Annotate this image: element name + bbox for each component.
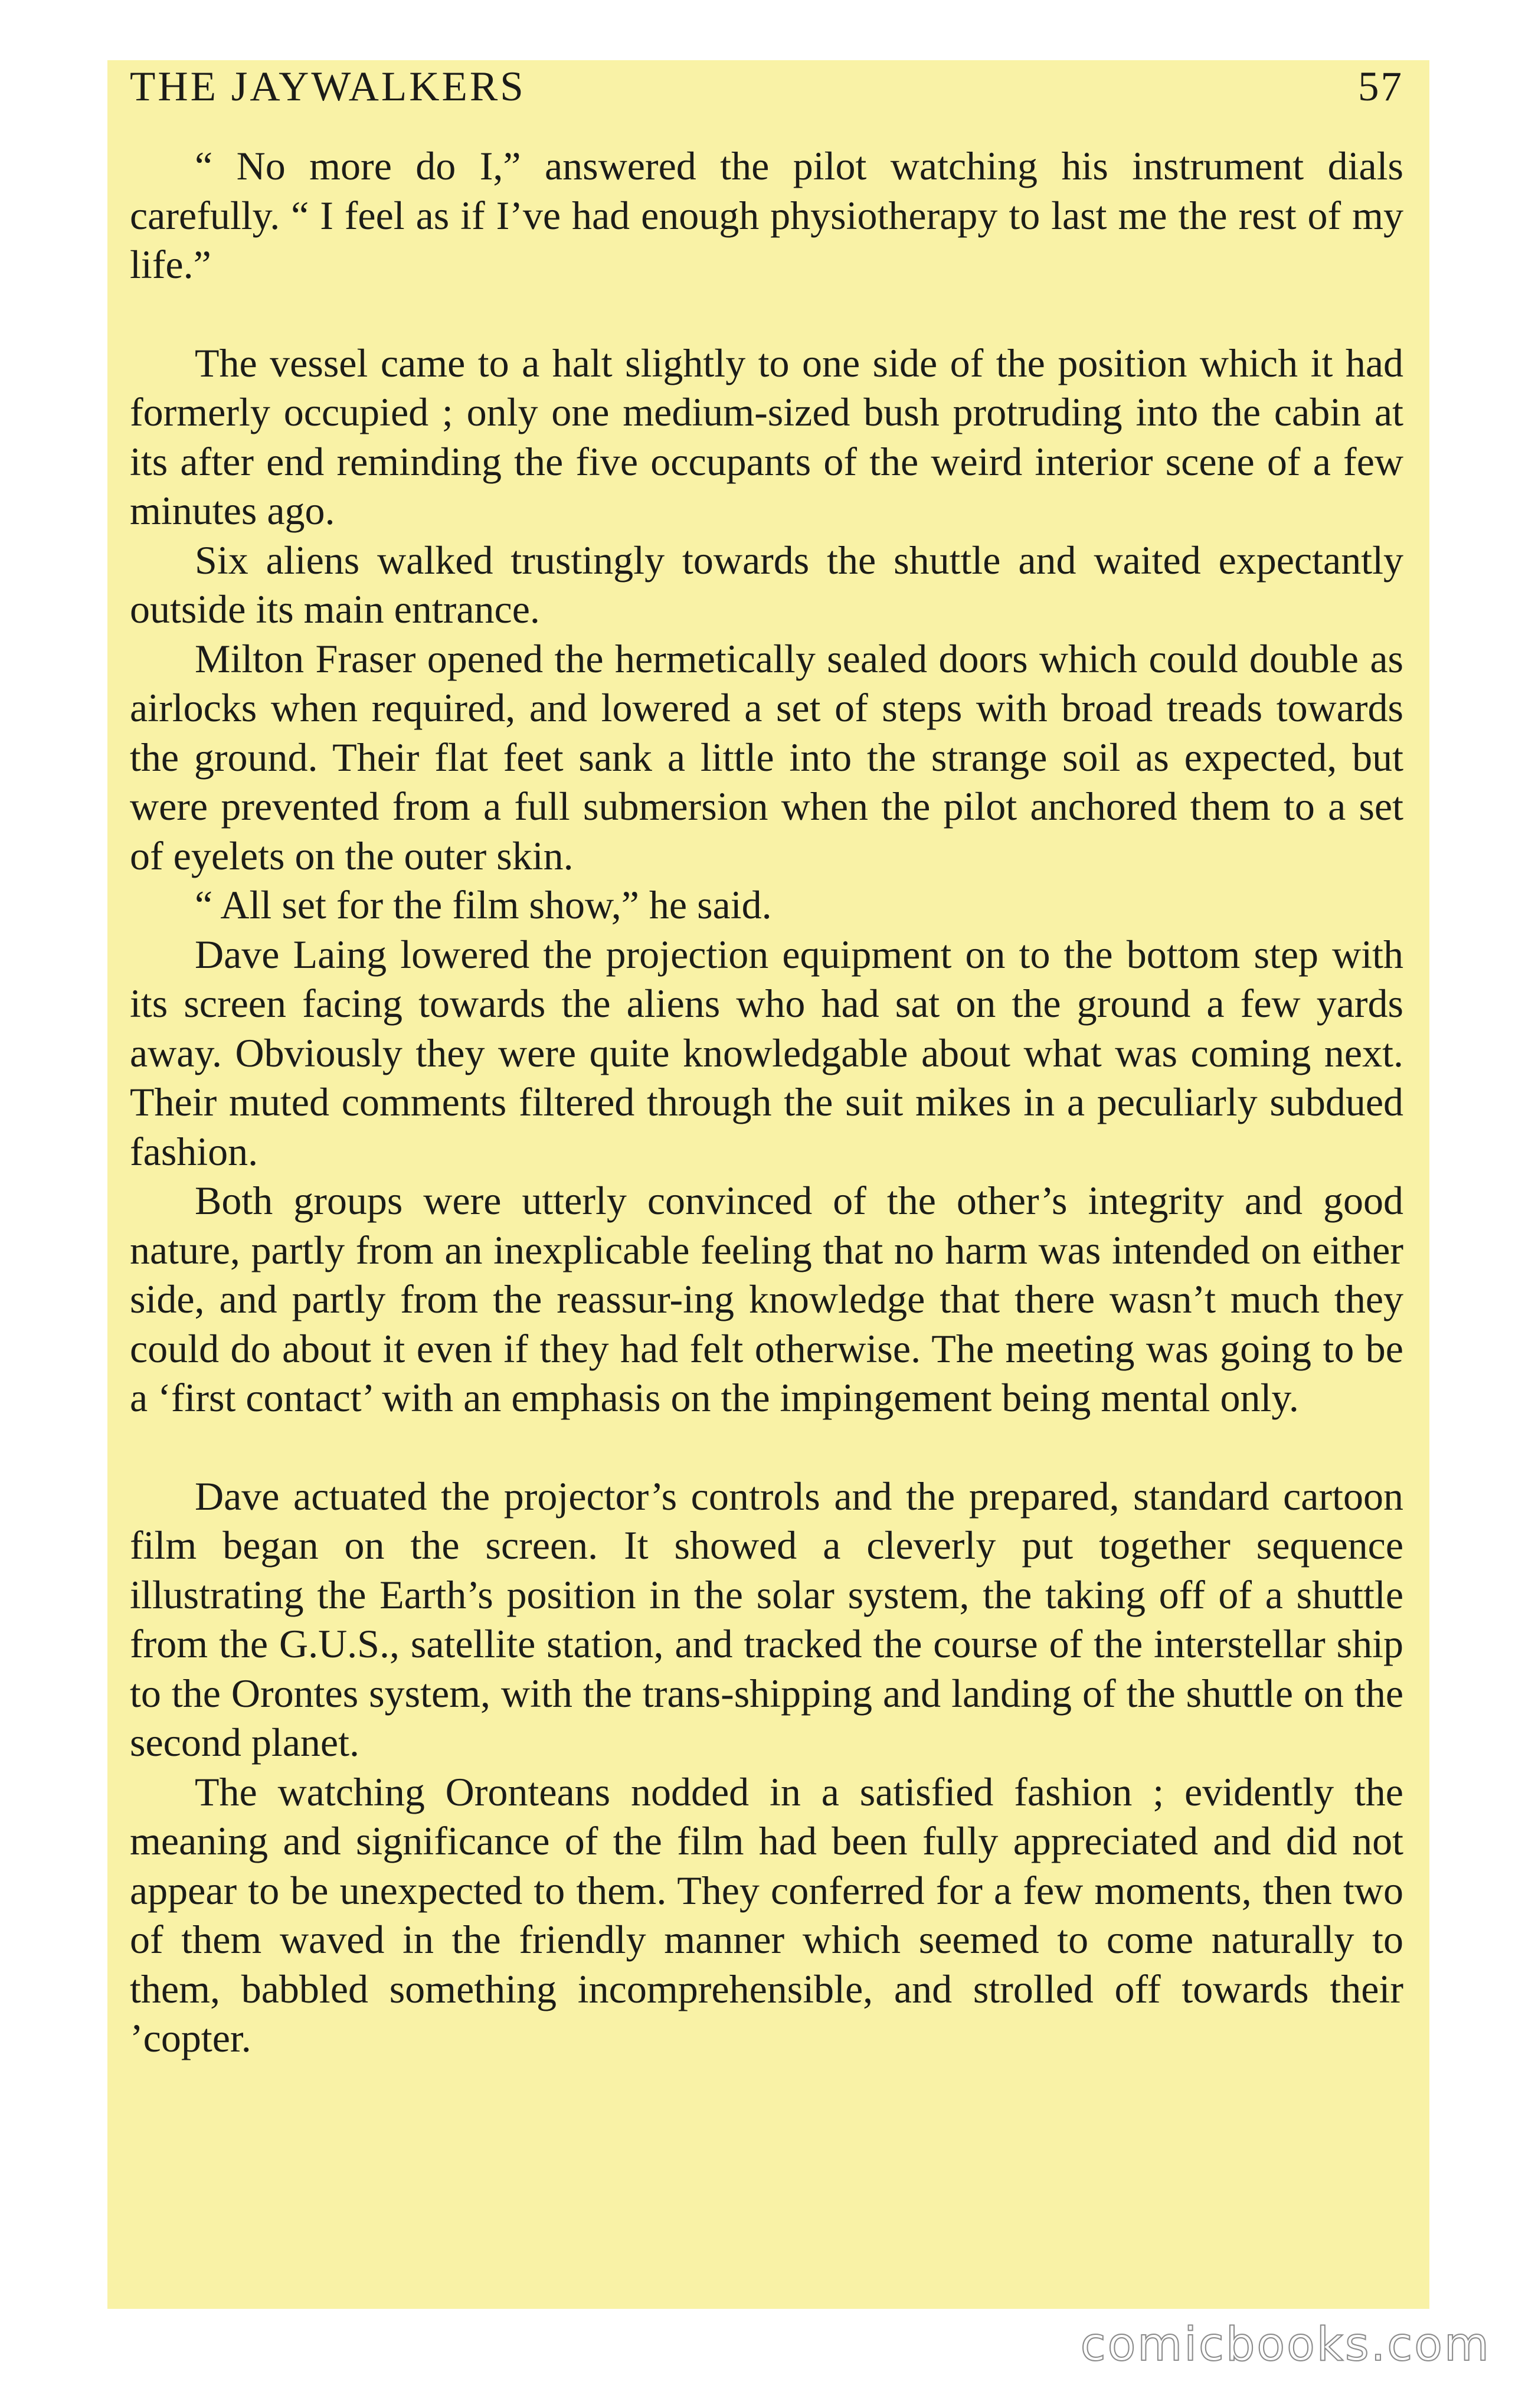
paragraph: The watching Oronteans nodded in a satisfied fashion ; evidently the meaning and significance of the film had been fully appreciated and did not appear to be unexpected to them. They conferred for a few moments, then two of them waved in the friendly manner which seemed to come naturally to them, babbled something incomprehensible, and strolled off towards their ’copter. (130, 1769, 1403, 2060)
book-page (107, 60, 1429, 2309)
paragraph: Six aliens walked trustingly towards the shuttle and waited expectantly outside its main entrance. (130, 537, 1403, 632)
paragraph: “ No more do I,” answered the pilot watching his instrument dials carefully. “ I feel as if I’ve had enough physiotherapy to last me the rest of my life.” (130, 143, 1403, 287)
paragraph: Dave actuated the projector’s controls and the prepared, standard cartoon film began on the screen. It showed a cleverly put together sequence illustrating the Earth’s position in the solar system, the taking off of a shuttle from the G.U.S., satellite station, and tracked the course of the interstellar ship to the Orontes system, with the trans-shipping and landing of the shuttle on the second planet. (130, 1473, 1403, 1765)
running-header (130, 66, 1403, 142)
paragraph: Both groups were utterly convinced of the other’s integrity and good nature, partly from an inexplicable feeling that no harm was intended on either side, and partly from the reassur-ing knowledge that there wasn’t much they could do about it even if they had felt otherwise. The meeting was going to be a ‘first contact’ with an emphasis on the impingement being mental only. (130, 1178, 1403, 1420)
page-number: 57 (1358, 64, 1403, 110)
paragraph: Milton Fraser opened the hermetically sealed doors which could double as airlocks when required, and lowered a set of steps with broad treads towards the ground. Their flat feet sank a little into the strange soil as expected, but were prevented from a full submersion when the pilot anchored them to a set of eyelets on the outer skin. (130, 636, 1403, 878)
paragraph: The vessel came to a halt slightly to one side of the position which it had formerly occupied ; only one medium-sized bush protruding into the cabin at its after end reminding the five occupants of the weird interior scene of a few minutes ago. (130, 340, 1403, 533)
watermark: comicbooks.com (1080, 2318, 1491, 2371)
paragraph: Dave Laing lowered the projection equipment on to the bottom step with its screen facing towards the aliens who had sat on the ground a few yards away. Obviously they were quite knowledgable about what was coming next. Their muted comments filtered through the suit mikes in a peculiarly subdued fashion. (130, 931, 1403, 1174)
chapter-title: THE JAYWALKERS (130, 64, 526, 110)
paragraph: “ All set for the film show,” he said. (195, 882, 772, 927)
body-text (130, 142, 1403, 2063)
